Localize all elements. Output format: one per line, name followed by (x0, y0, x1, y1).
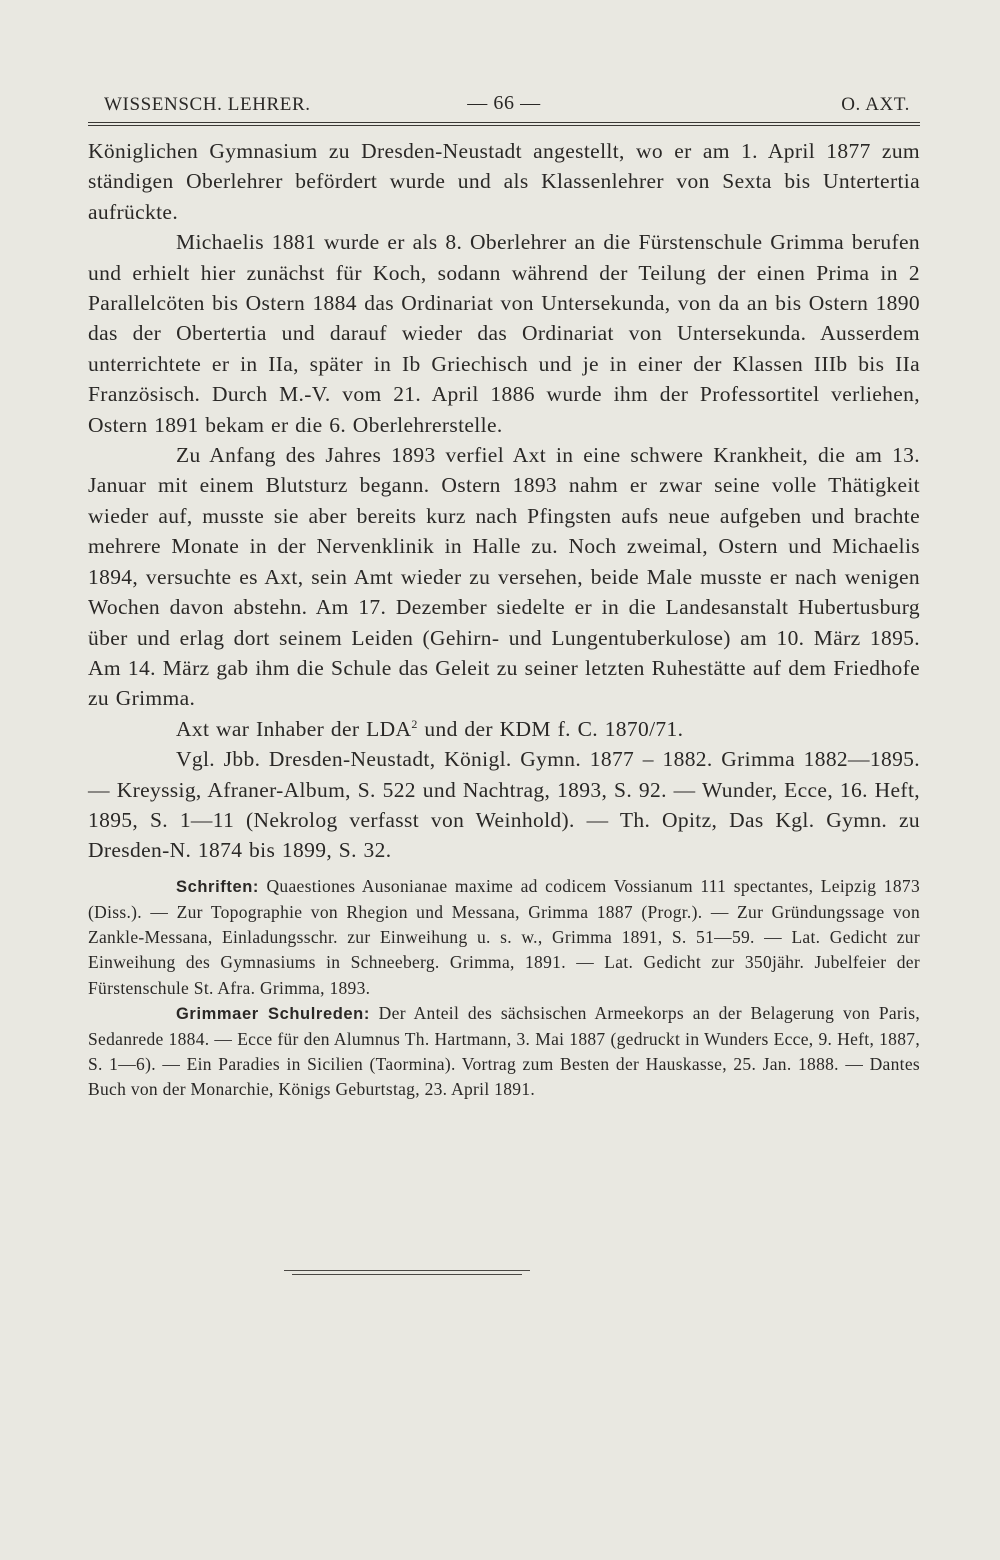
body-text (88, 136, 920, 866)
paragraph-honours (88, 714, 920, 744)
schriften-entry (88, 874, 920, 1001)
schulreden-text: Der Anteil des sächsischen Armeekorps an der Belagerung von Paris, Sedanrede 1884. — Ecce für den Alumnus Th. Hartmann, 3. Mai 1887 (gedruckt in Wunders Ecce, 9. Heft, 1887, S. 1—6). — Ein Paradies in Sicilien (Taormina). Vortrag zum Besten der Hauskasse, 25. Jan. 1888. — Dantes Buch von der Monarchie, Königs Geburtstag, 23. April 1891. (88, 1002, 921, 1100)
honours-superscript: 2 (411, 716, 418, 731)
header-person-name: O. AXT. (841, 94, 910, 115)
schriften-label: Schriften: (176, 877, 260, 896)
honours-text-before: Axt war Inhaber der LDA (176, 716, 412, 741)
end-rule-ornament (284, 1270, 530, 1276)
paragraph-dresden: Königlichen Gymnasium zu Dresden-Neustadt angestellt, wo er am 1. April 1877 zum ständigen Oberlehrer befördert wurde und als Klassenlehrer von Sexta bis Untertertia aufrückte. (88, 139, 920, 224)
bibliography (88, 874, 920, 1103)
end-rule-line-second (292, 1274, 522, 1275)
paragraph-grimma: Michaelis 1881 wurde er als 8. Oberlehrer an die Fürstenschule Grimma berufen und erhielt hier zunächst für Koch, sodann während der Teilung der einen Prima in 2 Parallelcöten bis Ostern 1884 das Ordinariat von Untersekunda, von da an bis Ostern 1890 das der Obertertia und darauf wieder das Ordinariat von Untersekunda. Ausserdem unterrichtete er in IIa, später in Ib Griechisch und je in einer der Klassen IIIb bis IIa Französisch. Durch M.-V. vom 21. April 1886 wurde ihm der Professortitel verliehen, Ostern 1891 bekam er die 6. Oberlehrerstelle. (88, 230, 920, 437)
schulreden-label: Grimmaer Schulreden: (176, 1004, 370, 1023)
paragraph-illness: Zu Anfang des Jahres 1893 verfiel Axt in eine schwere Krankheit, die am 13. Januar mit einem Blutsturz begann. Ostern 1893 nahm er zwar seine volle Thätigkeit wieder auf, musste sie aber bereits kurz nach Pfingsten aufs neue aufgeben und brachte mehrere Monate in der Nervenklinik in Halle zu. Noch zweimal, Ostern und Michaelis 1894, versuchte es Axt, sein Amt wieder zu versehen, beide Male musste er nach wenigen Wochen davon abstehn. Am 17. Dezember siedelte er in die Landesanstalt Hubertusburg über und erlag dort seinem Leiden (Gehirn- und Lungentuberkulose) am 10. März 1895. Am 14. März gab ihm die Schule das Geleit zu seiner letzten Ruhestätte auf dem Friedhofe zu Grimma. (88, 443, 920, 711)
header-section-title: WISSENSCH. LEHRER. (104, 94, 311, 115)
header-rule-second (88, 125, 920, 126)
end-rule-line (284, 1270, 530, 1271)
schulreden-entry (88, 1001, 920, 1103)
page (88, 90, 920, 1103)
header-rule (88, 122, 920, 123)
page-number: — 66 — (467, 92, 541, 114)
paragraph-references: Vgl. Jbb. Dresden-Neustadt, Königl. Gymn. 1877 – 1882. Grimma 1882—1895. — Kreyssig, Afraner-Album, S. 522 und Nachtrag, 1893, S. 92. — Wunder, Ecce, 16. Heft, 1895, S. 1—11 (Nekrolog verfasst von Weinhold). — Th. Opitz, Das Kgl. Gymn. zu Dresden-N. 1874 bis 1899, S. 32. (88, 747, 920, 863)
schriften-text: Quaestiones Ausonianae maxime ad codicem Vossianum 111 spectantes, Leipzig 1873 (Diss.). — Zur Topographie von Rhegion und Messana, Grimma 1887 (Progr.). — Zur Gründungssage von Zankle-Messana, Einladungsschr. zur Einweihung u. s. w., Grimma 1891, S. 51—59. — Lat. Gedicht zur Einweihung des Gymnasiums in Schneeberg. Grimma, 1891. — Lat. Gedicht zur 350jähr. Jubelfeier der Fürstenschule St. Afra. Grimma, 1893. (88, 875, 920, 998)
honours-text-after: und der KDM f. C. 1870/71. (417, 716, 684, 741)
running-header (88, 90, 920, 124)
